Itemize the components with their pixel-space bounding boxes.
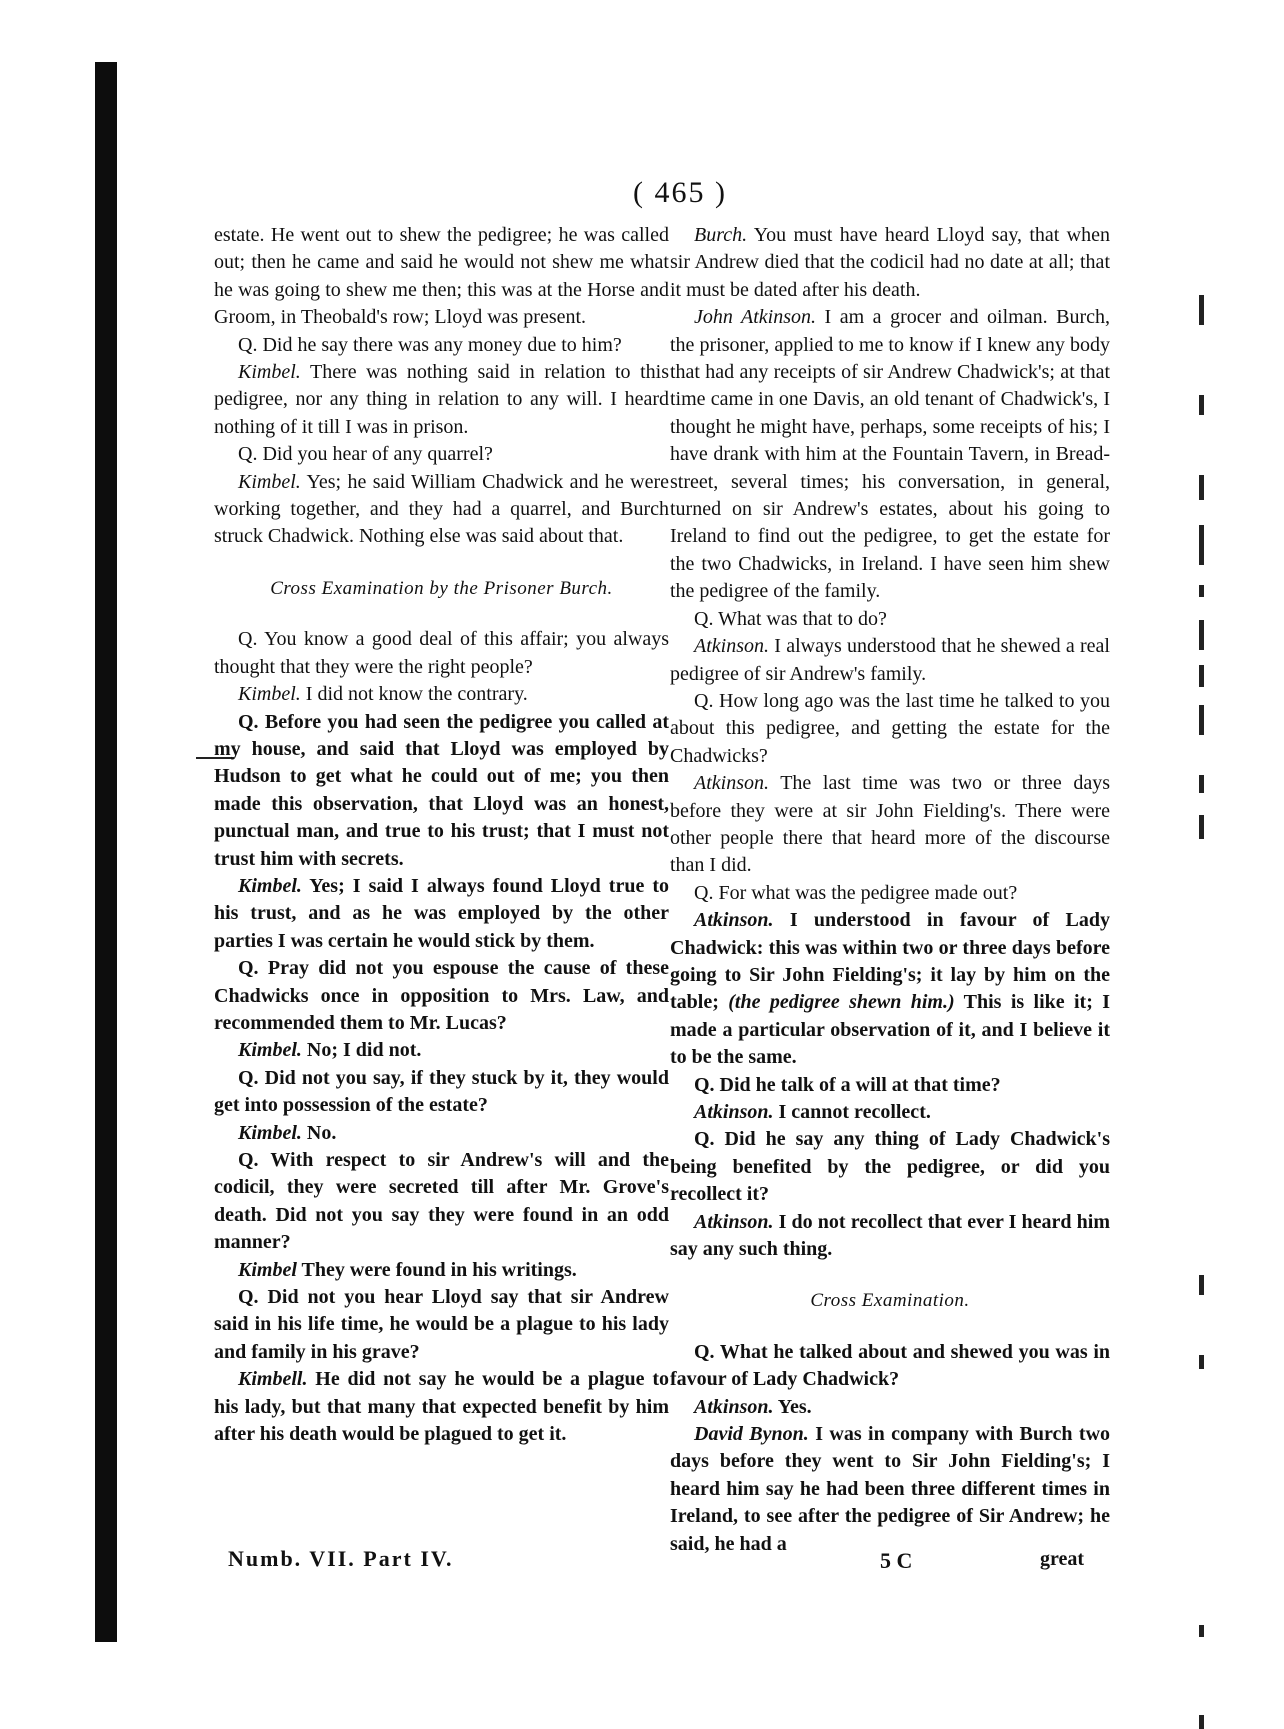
- answer: [670, 770, 1110, 880]
- right-column: [670, 222, 1110, 1558]
- answer: [670, 907, 1110, 1071]
- answer-text-cont: This is like it; I made a particular observation of it, and I believe it to be the same.: [670, 991, 1110, 1069]
- answer: [214, 873, 669, 955]
- question: Q. Did not you hear Lloyd say that sir Andrew said in his life time, he would be a plague to his lady and family in his grave?: [214, 1286, 669, 1363]
- question: Q. Pray did not you espouse the cause of these Chadwicks once in opposition to Mrs. Law, and recommended them to Mr. Lucas?: [214, 957, 669, 1034]
- answer-text: Yes; he said William Chadwick and he were working together, and they had a quarrel, and Burch struck Chadwick. Nothing else was said about that.: [214, 470, 669, 548]
- question: Q. For what was the pedigree made out?: [694, 881, 1018, 904]
- catchword: great: [1040, 1548, 1085, 1570]
- question: Q. Did he talk of a will at that time?: [694, 1073, 1001, 1096]
- section-heading: Cross Examination.: [810, 1290, 970, 1312]
- speaker: Atkinson.: [694, 635, 769, 658]
- page-number: ( 465 ): [633, 176, 727, 209]
- testimony-text: I was in company with Burch two days before they went to Sir John Fielding's; I heard him say he had been three different times in Ireland, to see after the pedigree of Sir Andrew; he said, he had a: [670, 1423, 1111, 1555]
- left-column: [214, 222, 669, 1448]
- answer-text: I understood in favour of Lady Chadwick: this was within two or three days before going to Sir John Fielding's; it lay by him on the table;: [670, 909, 1111, 1014]
- answer: [214, 1120, 669, 1147]
- speaker: Kimbell.: [238, 1368, 308, 1391]
- speaker: Kimbel.: [238, 470, 301, 493]
- answer-text: They were found in his writings.: [301, 1258, 577, 1281]
- question: Q. Did not you say, if they stuck by it, they would get into possession of the estate?: [214, 1066, 669, 1117]
- testimony: [670, 304, 1110, 605]
- speaker: John Atkinson.: [694, 306, 817, 329]
- stage-direction: (the pedigree shewn him.): [728, 991, 955, 1014]
- binding-shadow: [95, 62, 117, 1642]
- answer-text: Yes.: [777, 1395, 812, 1418]
- answer: [670, 633, 1110, 688]
- question: Q. With respect to sir Andrew's will and the codicil, they were secreted till after Mr. Grove's death. Did not you say they were found in an odd manner?: [214, 1149, 669, 1254]
- question: Q. Did you hear of any quarrel?: [238, 443, 493, 466]
- answer: [670, 1394, 1110, 1421]
- question: Q. What was that to do?: [694, 607, 887, 630]
- question: Q. What he talked about and shewed you was in favour of Lady Chadwick?: [670, 1340, 1110, 1391]
- answer-text: There was nothing said in relation to this pedigree, nor any thing in relation to any will. I heard nothing of it till I was in prison.: [214, 361, 669, 438]
- question: Q. How long ago was the last time he talked to you about this pedigree, and getting the estate for the Chadwicks?: [670, 689, 1110, 767]
- answer: [214, 359, 669, 441]
- answer-text: I cannot recollect.: [778, 1101, 931, 1123]
- answer: [670, 222, 1110, 304]
- issue-footer: Numb. VII. Part IV.: [228, 1546, 454, 1571]
- answer-text: No.: [306, 1121, 337, 1144]
- speaker: Kimbel.: [238, 1121, 302, 1144]
- testimony: [670, 1421, 1110, 1558]
- section-heading: Cross Examination by the Prisoner Burch.: [270, 577, 613, 599]
- speaker: Atkinson.: [694, 1395, 774, 1418]
- speaker: Kimbel.: [238, 1039, 302, 1062]
- answer: [214, 1257, 669, 1284]
- question: Q. Before you had seen the pedigree you called at my house, and said that Lloyd was employed by Hudson to get what he could out of me; you then made this observation, that Lloyd was an honest, punctual man, and true to his trust; that I must not trust him with secrets.: [214, 710, 669, 870]
- speaker: Burch.: [694, 224, 748, 246]
- answer-text: Yes; I said I always found Lloyd true to his trust, and as he was employed by the other parties I was certain he would stick by them.: [214, 874, 670, 952]
- answer-text: The last time was two or three days before they were at sir John Fielding's. There were other people there that heard more of the discourse than I did.: [670, 772, 1111, 877]
- speaker: Atkinson.: [694, 1210, 774, 1233]
- speaker: Atkinson.: [694, 909, 774, 932]
- answer: [214, 1366, 669, 1448]
- answer: [670, 1099, 1110, 1126]
- answer-text: I always understood that he shewed a real pedigree of sir Andrew's family.: [670, 635, 1110, 685]
- answer: [214, 469, 669, 551]
- page-edge-marks: [1195, 95, 1209, 1655]
- answer: [214, 1037, 669, 1064]
- speaker: Kimbel.: [238, 361, 301, 384]
- speaker: David Bynon.: [694, 1423, 809, 1446]
- testimony-text: I am a grocer and oilman. Burch, the prisoner, applied to me to know if I knew any body that had any receipts of sir Andrew Chadwick's; at that time came in one Davis, an old tenant of Chadwick's, I thought he might have, perhaps, some receipts of his; I have drank with him at the Fountain Tavern, in Bread-street, several times; his conversation, in general, turned on sir Andrew's estates, about his going to Ireland to find out the pedigree, to get the estate for the two Chadwicks, in Ireland. I have seen him shew the pedigree of the family.: [670, 306, 1110, 603]
- speaker: Atkinson.: [694, 1101, 774, 1123]
- answer-text: No; I did not.: [306, 1039, 422, 1062]
- speaker: Kimbel.: [238, 683, 301, 706]
- question: Q. You know a good deal of this affair; you always thought that they were the right people?: [214, 628, 669, 678]
- paragraph: estate. He went out to shew the pedigree; he was called out; then he came and said he would not shew me what he was going to shew me then; this was at the Horse and Groom, in Theobald's row; Lloyd was present.: [214, 224, 669, 329]
- speaker: Kimbel.: [238, 874, 302, 897]
- answer: [214, 681, 669, 708]
- answer-text: I do not recollect that ever I heard him say any such thing.: [670, 1210, 1111, 1261]
- speaker: Kimbel: [238, 1258, 297, 1281]
- answer-text: I did not know the contrary.: [305, 683, 528, 706]
- signature-mark: 5 C: [880, 1548, 913, 1573]
- answer-text: You must have heard Lloyd say, that when sir Andrew died that the codicil had no date at all; that it must be dated after his death.: [670, 224, 1110, 301]
- question: Q. Did he say there was any money due to him?: [238, 333, 622, 356]
- speaker: Atkinson.: [694, 772, 769, 795]
- answer-text: He did not say he would be a plague to his lady, but that many that expected benefit by him after his death would be plagued to get it.: [214, 1368, 670, 1446]
- question: Q. Did he say any thing of Lady Chadwick's being benefited by the pedigree, or did you recollect it?: [670, 1128, 1110, 1206]
- answer: [670, 1209, 1110, 1264]
